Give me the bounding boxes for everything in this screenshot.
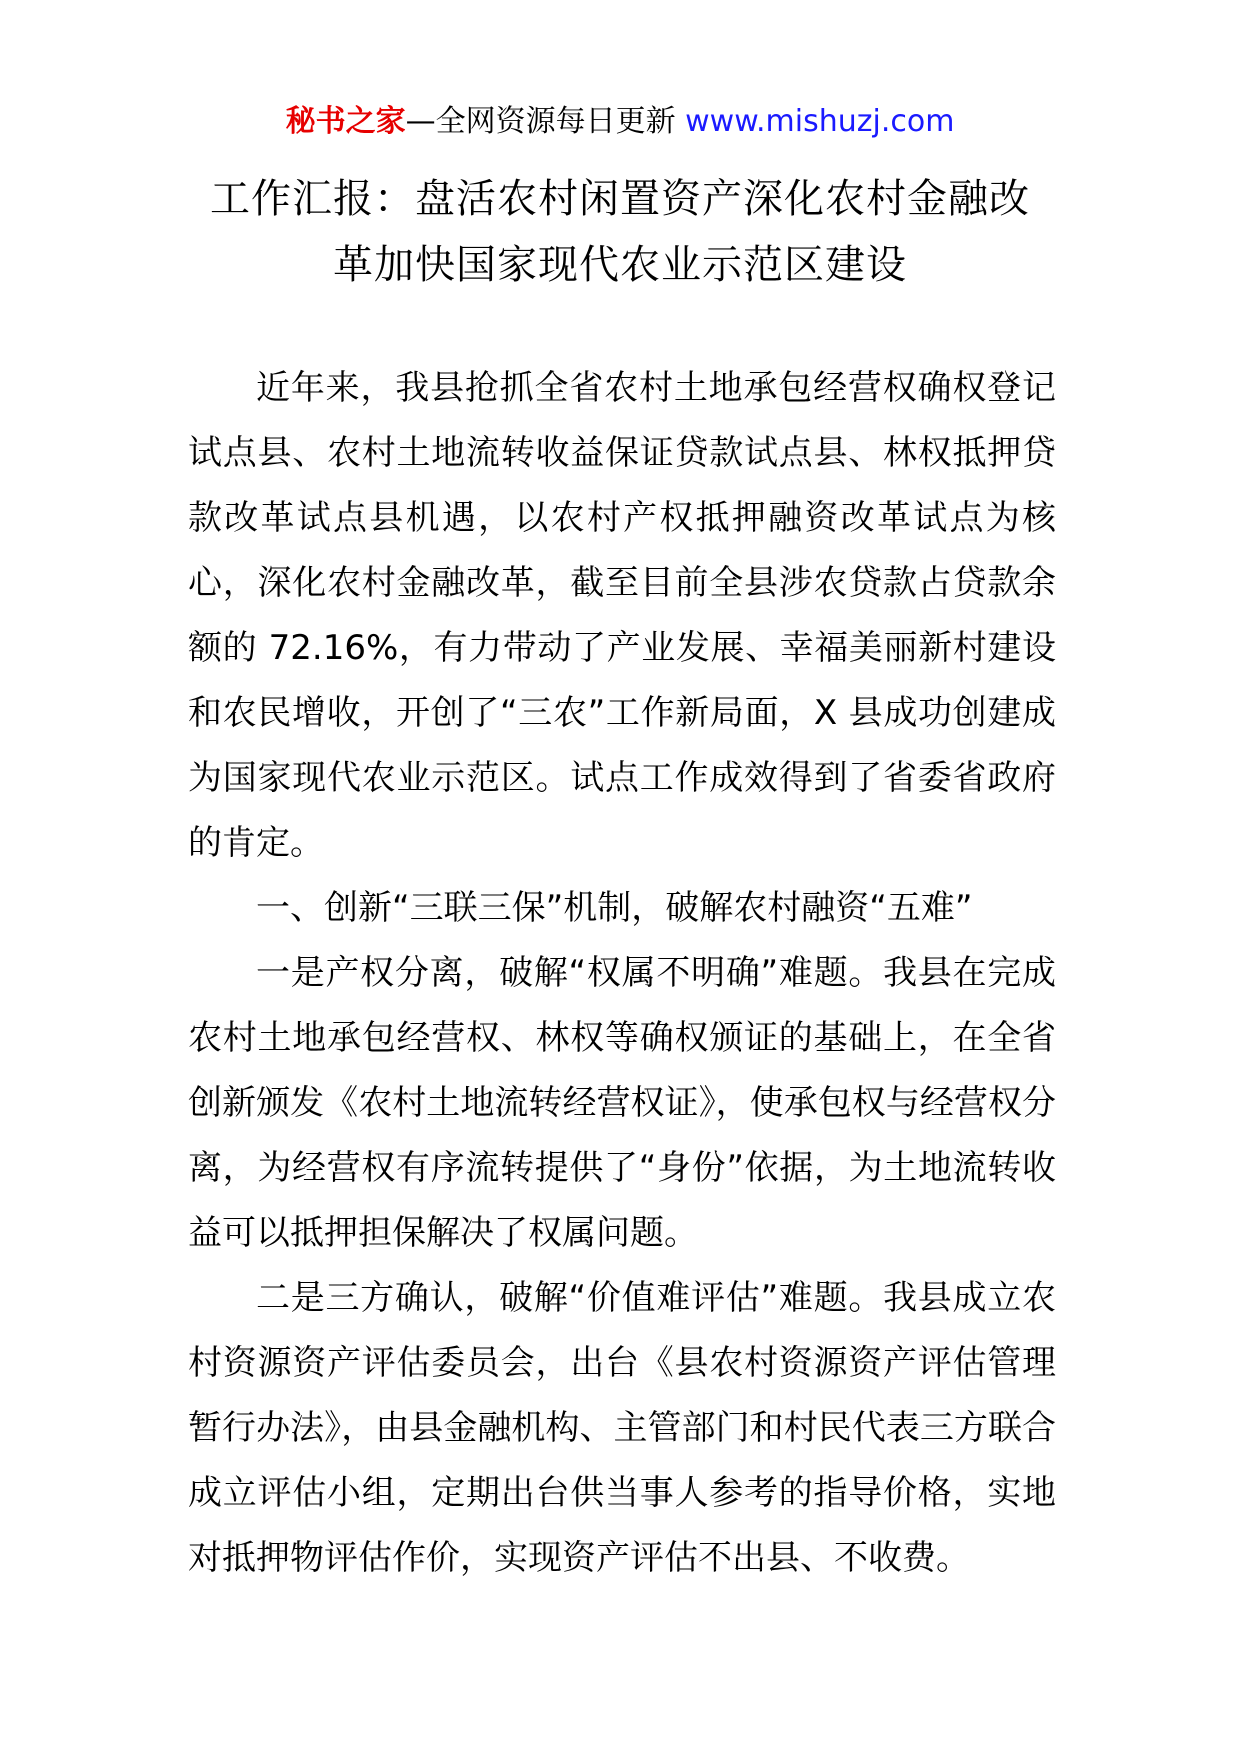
document-title-line-1: 工作汇报：盘活农村闲置资产深化农村金融改 xyxy=(210,176,1030,222)
document-title xyxy=(120,166,1120,298)
site-tagline: —全网资源每日更新 xyxy=(405,104,686,139)
site-brand: 秘书之家 xyxy=(285,104,406,139)
paragraph-property-separation: 一是产权分离，破解“权属不明确”难题。我县在完成农村土地承包经营权、林权等确权颁证的基础上，在全省创新颁发《农村土地流转经营权证》，使承包权与经营权分离，为经营权有序流转提供了“身份”依据，为土地流转收益可以抵押担保解决了权属问题。 xyxy=(188,953,1056,1253)
section-heading-1: 一、创新“三联三保”机制，破解农村融资“五难” xyxy=(256,888,973,928)
site-header xyxy=(0,102,1240,142)
paragraph-three-party-confirmation: 二是三方确认，破解“价值难评估”难题。我县成立农村资源资产评估委员会，出台《县农村资源资产评估管理暂行办法》，由县金融机构、主管部门和村民代表三方联合成立评估小组，定期出台供当事人参考的指导价格，实地对抵押物评估作价，实现资产评估不出县、不收费。 xyxy=(188,1278,1056,1578)
paragraph-intro: 近年来，我县抢抓全省农村土地承包经营权确权登记试点县、农村土地流转收益保证贷款试点县、林权抵押贷款改革试点县机遇，以农村产权抵押融资改革试点为核心，深化农村金融改革，截至目前全县涉农贷款占贷款余额的 72.16%，有力带动了产业发展、幸福美丽新村建设和农民增收，开创了“三农”工作新局面，X 县成功创建成为国家现代农业示范区。试点工作成效得到了省委省政府的肯定。 xyxy=(188,368,1056,863)
document-title-line-2: 革加快国家现代农业示范区建设 xyxy=(333,242,907,288)
site-url: www.mishuzj.com xyxy=(685,104,955,139)
document-body xyxy=(188,356,1056,1591)
